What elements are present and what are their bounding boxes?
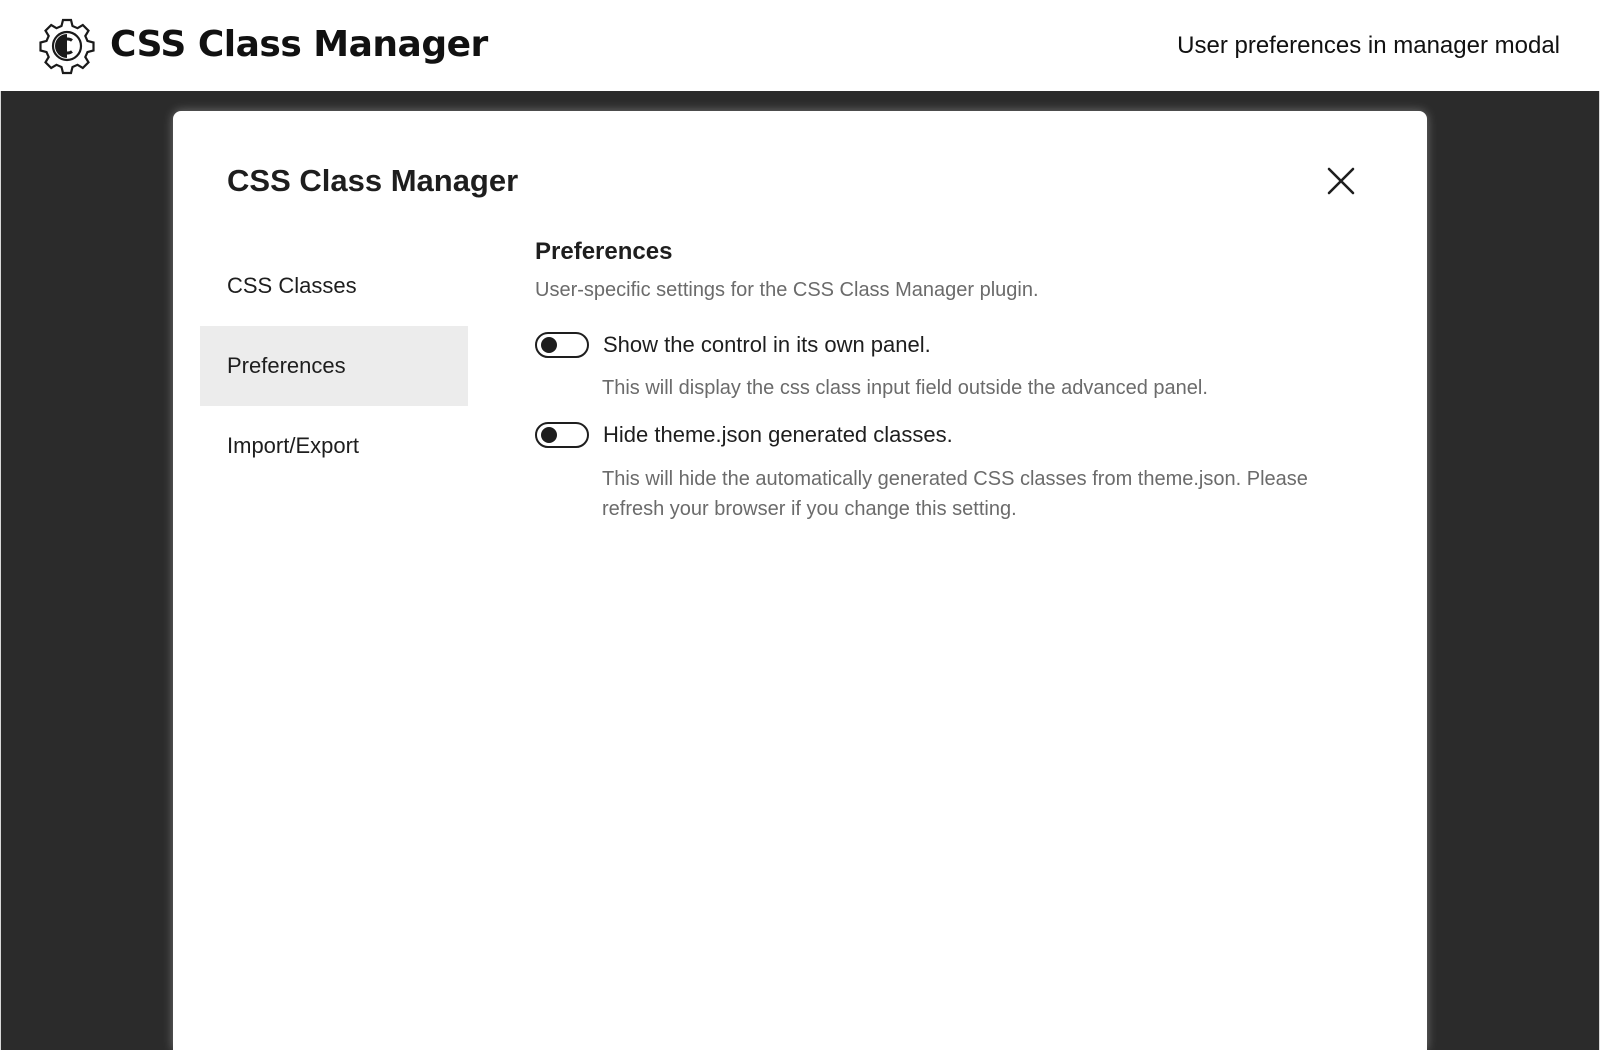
nav-item-css-classes[interactable]: CSS Classes [227,273,357,298]
toggle-knob [541,427,557,443]
modal-nav [200,246,468,486]
top-banner [0,0,1600,91]
screenshot-caption: User preferences in manager modal [1177,32,1560,59]
setting-own-panel [535,330,931,360]
section-description: User-specific settings for the CSS Class Manager plugin. [535,279,1039,301]
setting-hide-theme-json [535,420,953,450]
own-panel-toggle[interactable] [535,332,589,358]
modal-title: CSS Class Manager [227,163,519,198]
close-icon [1326,166,1356,196]
app-title: CSS Class Manager [110,24,488,65]
toggle-knob [541,337,557,353]
nav-item-import-export[interactable]: Import/Export [227,433,360,458]
manager-modal [173,111,1427,1050]
gear-c-logo-icon [38,17,96,75]
hide-theme-json-help: This will hide the automatically generated CSS classes from theme.json. Please refresh your browser if you change this setting. [602,468,1308,520]
hide-theme-json-toggle[interactable] [535,422,589,448]
own-panel-label[interactable]: Show the control in its own panel. [603,332,931,357]
own-panel-help: This will display the css class input field outside the advanced panel. [602,377,1208,399]
close-button[interactable] [1321,161,1361,201]
section-title: Preferences [535,238,673,265]
hide-theme-json-label[interactable]: Hide theme.json generated classes. [603,422,953,447]
nav-item-preferences[interactable]: Preferences [200,326,468,406]
